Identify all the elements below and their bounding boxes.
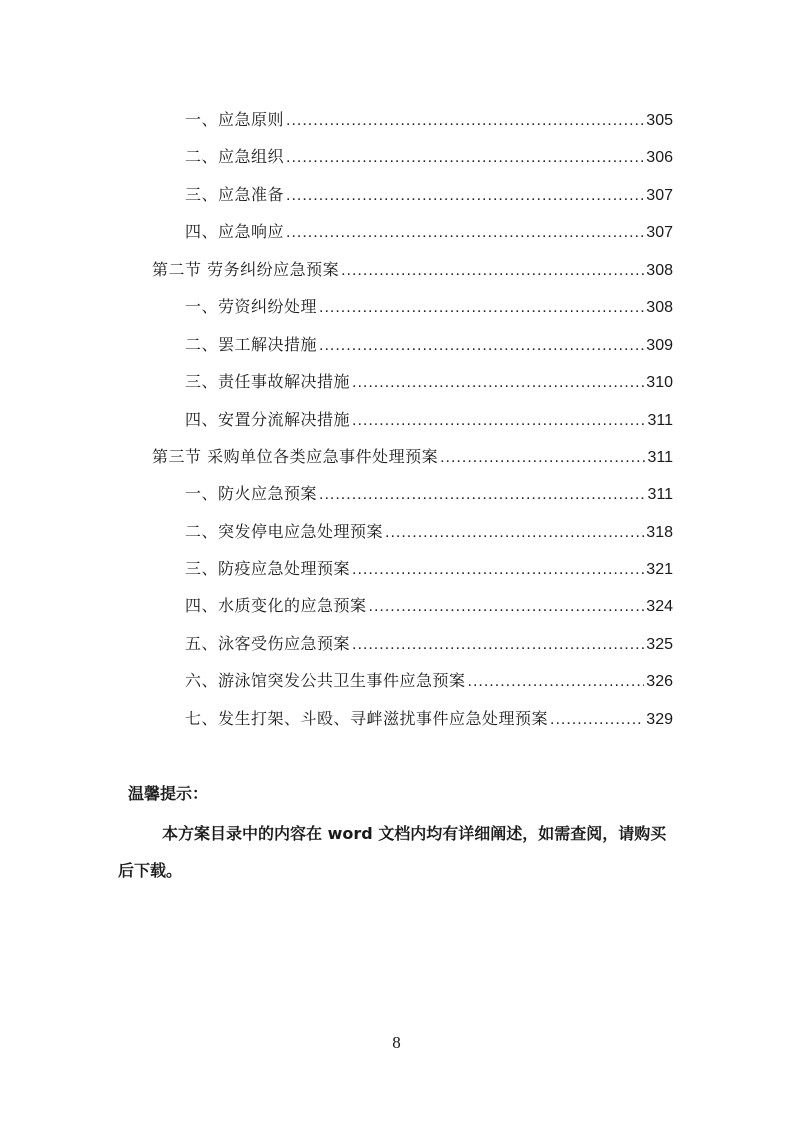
toc-entry[interactable] [185, 520, 673, 544]
dot-leader [286, 109, 644, 133]
toc-entry-label: 七、发生打架、斗殴、寻衅滋扰事件应急处理预案 [185, 709, 549, 728]
toc-entry-label: 一、应急原则 [185, 110, 285, 129]
toc-entry[interactable] [185, 370, 673, 394]
dot-leader [440, 446, 645, 470]
dot-leader [468, 670, 645, 694]
notice-body: 本方案目录中的内容在 word 文档内均有详细阐述，如需查阅，请购买后下载。 [118, 824, 667, 880]
dot-leader [319, 483, 645, 507]
toc-entry-label: 三、应急准备 [185, 185, 285, 204]
dot-leader [286, 221, 644, 245]
dot-leader [341, 259, 644, 283]
toc-entry-page: 321 [646, 561, 673, 578]
toc-entry-page: 305 [646, 112, 673, 129]
toc-entry-page: 309 [646, 337, 673, 354]
toc-entry-label: 二、应急组织 [185, 147, 285, 166]
dot-leader [319, 296, 644, 320]
toc-entry-label: 第二节 劳务纠纷应急预案 [152, 260, 340, 279]
toc-entry-label: 二、罢工解决措施 [185, 335, 318, 354]
page-number: 8 [392, 1033, 401, 1052]
toc-entry-page: 326 [646, 673, 673, 690]
toc-entry-label: 四、安置分流解决措施 [185, 410, 351, 429]
toc-entry[interactable] [185, 333, 673, 357]
toc-entry-label: 四、水质变化的应急预案 [185, 596, 367, 615]
toc-entry-page: 307 [646, 224, 673, 241]
notice-title: 温馨提示： [128, 784, 209, 803]
toc-entry-page: 311 [647, 449, 673, 466]
toc-entry-page: 329 [646, 711, 673, 728]
toc-entry[interactable] [185, 145, 673, 169]
toc-entry-label: 一、劳资纠纷处理 [185, 297, 318, 316]
dot-leader [550, 708, 644, 732]
toc-entry[interactable] [185, 669, 673, 693]
toc-entry-page: 306 [646, 149, 673, 166]
toc-entry[interactable] [185, 557, 673, 581]
toc-entry-page: 311 [647, 486, 673, 503]
dot-leader [319, 334, 644, 358]
toc-entry[interactable] [185, 707, 673, 731]
toc-entry-label: 一、防火应急预案 [185, 484, 318, 503]
toc-entry-page: 325 [646, 636, 673, 653]
dot-leader [352, 633, 644, 657]
toc-entry[interactable] [185, 295, 673, 319]
toc-entry-page: 311 [647, 412, 673, 429]
toc-entry[interactable] [185, 220, 673, 244]
toc-entry-label: 二、突发停电应急处理预案 [185, 522, 384, 541]
toc-entry-label: 五、泳客受伤应急预案 [185, 634, 351, 653]
toc-entry[interactable] [185, 408, 673, 432]
dot-leader [369, 595, 645, 619]
toc-entry-label: 第三节 采购单位各类应急事件处理预案 [152, 447, 439, 466]
toc-entry-page: 324 [646, 598, 673, 615]
dot-leader [385, 521, 644, 545]
dot-leader [286, 184, 644, 208]
dot-leader [352, 558, 644, 582]
toc-entry[interactable] [185, 183, 673, 207]
toc-entry-page: 307 [646, 187, 673, 204]
toc-entry[interactable] [185, 594, 673, 618]
toc-entry-page: 308 [646, 299, 673, 316]
toc-entry-page: 308 [646, 262, 673, 279]
dot-leader [352, 371, 644, 395]
toc-entry[interactable] [185, 632, 673, 656]
toc-entry[interactable] [185, 108, 673, 132]
toc-entry[interactable] [185, 482, 673, 506]
dot-leader [352, 409, 645, 433]
toc-entry-label: 六、游泳馆突发公共卫生事件应急预案 [185, 671, 466, 690]
toc-entry-page: 310 [646, 374, 673, 391]
toc-entry-label: 三、防疫应急处理预案 [185, 559, 351, 578]
toc-entry-label: 三、责任事故解决措施 [185, 372, 351, 391]
toc-entry-label: 四、应急响应 [185, 222, 285, 241]
toc-section-entry[interactable] [152, 258, 673, 282]
toc-entry-page: 318 [646, 524, 673, 541]
dot-leader [286, 146, 644, 170]
toc-section-entry[interactable] [152, 445, 673, 469]
